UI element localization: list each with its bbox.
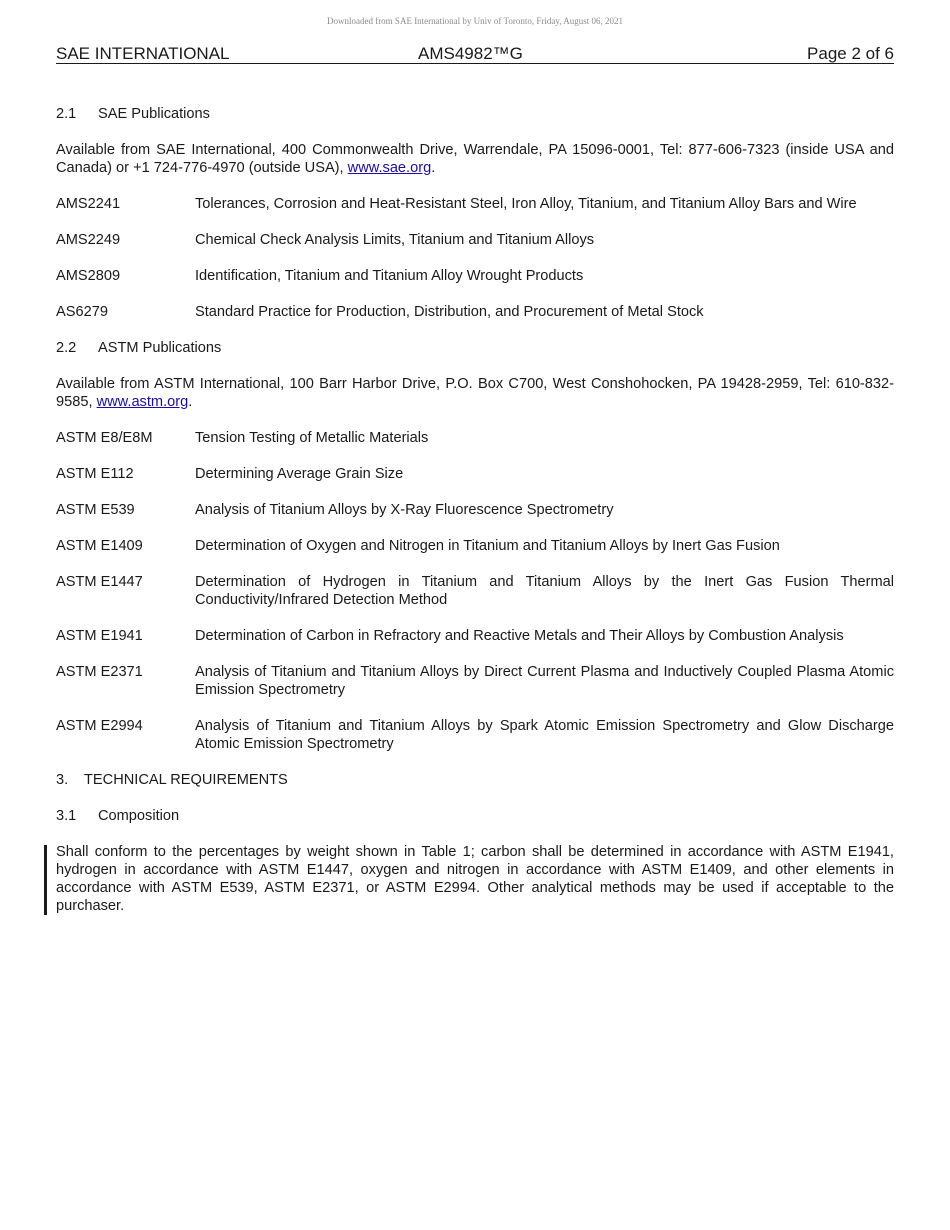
reference-entry [56,465,894,483]
section-number: 2.1 [56,106,77,122]
reference-entry [56,573,894,609]
reference-entry [56,429,894,447]
header-page-number: Page 2 of 6 [807,44,894,63]
section-heading-composition [56,807,894,825]
reference-code: AS6279 [56,304,108,320]
reference-title: Determining Average Grain Size [195,466,404,482]
sae-availability-paragraph [56,141,894,177]
section-heading-astm-publications [56,339,894,357]
reference-code: ASTM E1447 [56,574,143,590]
section-number: 2.2 [56,340,77,356]
header-document-number: AMS4982™G [418,44,523,63]
document-body [56,105,894,933]
reference-entry [56,303,894,321]
reference-entry [56,195,894,213]
reference-title: Analysis of Titanium Alloys by X-Ray Fluorescence Spectrometry [195,502,614,518]
reference-title: Analysis of Titanium and Titanium Alloys by Direct Current Plasma and Inductively Coupled Plasma Atomic Emission Spectrometry [195,664,894,698]
section-heading-sae-publications [56,105,894,123]
astm-availability-paragraph [56,375,894,411]
reference-title: Tolerances, Corrosion and Heat-Resistant Steel, Iron Alloy, Titanium, and Titanium Alloy Bars and Wire [195,196,857,212]
download-watermark: Downloaded from SAE International by Univ of Toronto, Friday, August 06, 2021 [326,16,624,26]
section-title: Composition [98,808,180,824]
paragraph-text: Available from ASTM International, 100 Barr Harbor Drive, P.O. Box C700, West Conshohocken, PA 19428-2959, Tel: 610-832-9585, [56,376,894,410]
paragraph-text: Available from SAE International, 400 Commonwealth Drive, Warrendale, PA 15096-0001, Tel: 877-606-7323 (inside USA and Canada) or +1 724-776-4970 (outside USA), [56,142,894,176]
reference-title: Determination of Carbon in Refractory and Reactive Metals and Their Alloys by Combustion Analysis [195,628,844,644]
reference-title: Analysis of Titanium and Titanium Alloys by Spark Atomic Emission Spectrometry and Glow Discharge Atomic Emission Spectrometry [195,718,894,752]
reference-title: Identification, Titanium and Titanium Alloy Wrought Products [195,268,584,284]
section-title: TECHNICAL REQUIREMENTS [84,772,288,788]
composition-paragraph: Shall conform to the percentages by weight shown in Table 1; carbon shall be determined in accordance with ASTM E1941, hydrogen in accordance with ASTM E1447, oxygen and nitrogen in accordance with ASTM E1409, and other elements in accordance with ASTM E539, ASTM E2371, or ASTM E2994. Other analytical methods may be used if acceptable to the purchaser. [56,844,894,914]
header-organization: SAE INTERNATIONAL [56,44,230,63]
reference-code: ASTM E112 [56,466,134,482]
page-header [56,44,894,64]
reference-entry [56,627,894,645]
section-heading-technical-requirements [56,771,894,789]
reference-title: Chemical Check Analysis Limits, Titanium and Titanium Alloys [195,232,595,248]
reference-entry [56,663,894,699]
reference-code: ASTM E1941 [56,628,143,644]
reference-entry [56,717,894,753]
section-title: SAE Publications [98,106,210,122]
reference-code: ASTM E539 [56,502,135,518]
section-title: ASTM Publications [98,340,222,356]
reference-entry [56,231,894,249]
reference-entry [56,537,894,555]
reference-code: AMS2809 [56,268,121,284]
section-number: 3.1 [56,808,77,824]
reference-code: AMS2249 [56,232,121,248]
reference-title: Determination of Oxygen and Nitrogen in Titanium and Titanium Alloys by Inert Gas Fusion [195,538,780,554]
sae-website-link[interactable]: www.sae.org [347,160,432,176]
paragraph-end: . [188,394,193,410]
reference-title: Tension Testing of Metallic Materials [195,430,429,446]
reference-entry [56,501,894,519]
paragraph-end: . [431,160,436,176]
reference-title: Determination of Hydrogen in Titanium and Titanium Alloys by the Inert Gas Fusion Thermal Conductivity/Infrared Detection Method [195,574,894,608]
reference-code: AMS2241 [56,196,121,212]
reference-entry [56,267,894,285]
reference-code: ASTM E2371 [56,664,143,680]
astm-website-link[interactable]: www.astm.org [96,394,189,410]
section-number: 3. [56,772,69,788]
reference-title: Standard Practice for Production, Distribution, and Procurement of Metal Stock [195,304,704,320]
reference-code: ASTM E2994 [56,718,143,734]
reference-code: ASTM E8/E8M [56,430,153,446]
reference-code: ASTM E1409 [56,538,143,554]
